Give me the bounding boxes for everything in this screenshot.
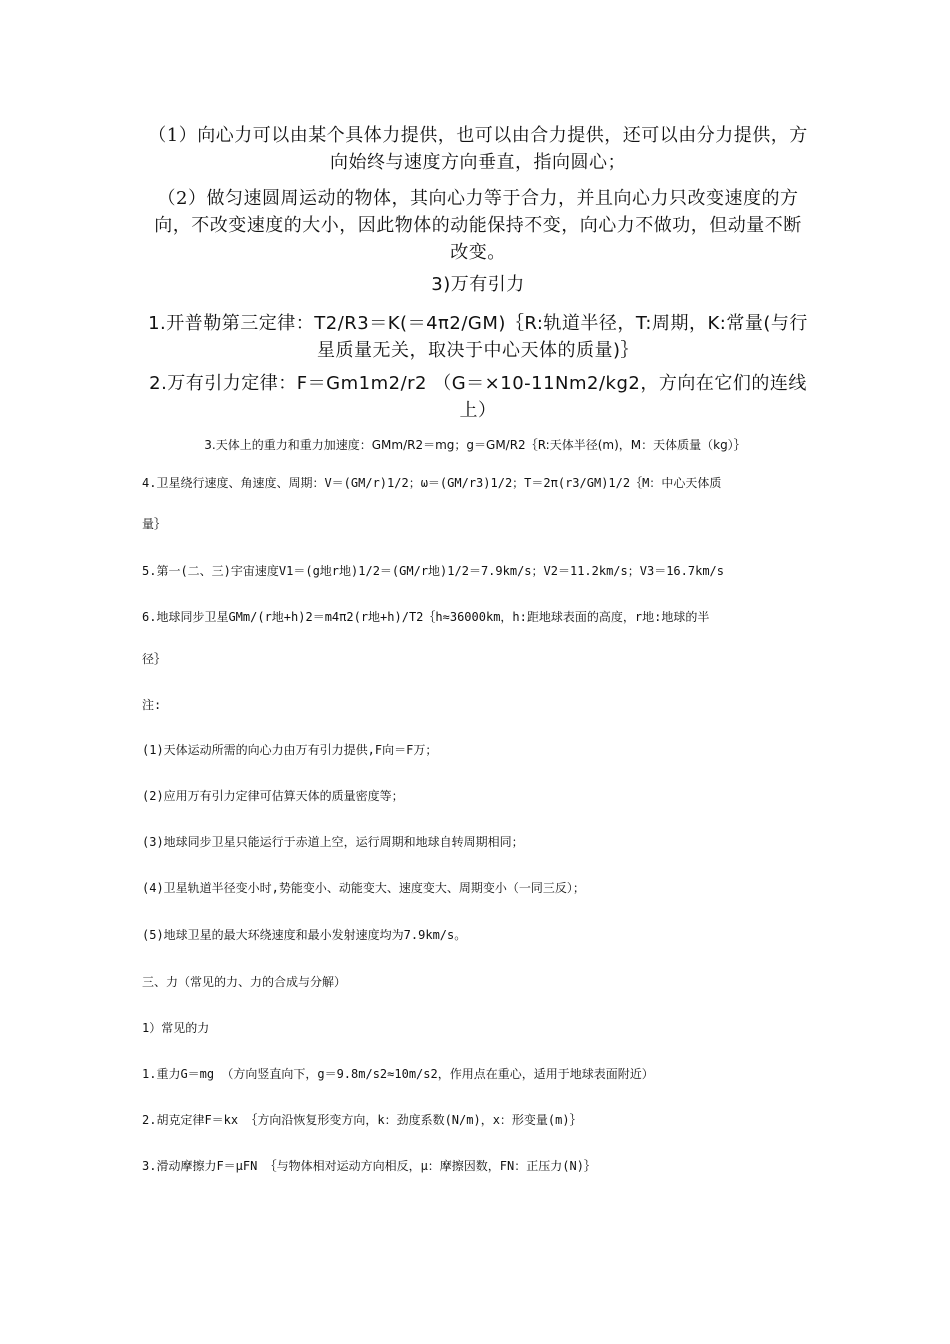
cosmic-velocity: 5.第一(二、三)宇宙速度V1＝(g地r地)1/2＝(GM/r地)1/2＝7.9km/s；V2＝11.2km/s；V3＝16.7km/s <box>142 564 725 578</box>
satellite-orbit-speed-cont: 量｝ <box>142 517 167 531</box>
geosynchronous-satellite: 6.地球同步卫星GMm/(r地+h)2＝m4π2(r地+h)/T2｛h≈36000km，h:距地球表面的高度，r地:地球的半 <box>142 610 710 624</box>
kepler-third-law: 1.开普勒第三定律：T2/R3＝K(＝4π2/GM)｛R:轨道半径，T:周期，K:常量(与行星质量无关，取决于中心天体的质量)｝ <box>148 313 808 361</box>
formula-friction: 3.滑动摩擦力F＝μFN ｛与物体相对运动方向相反，μ：摩擦因数，FN：正压力(N)｝ <box>142 1159 596 1173</box>
note-2: (2)应用万有引力定律可估算天体的质量密度等； <box>142 789 404 803</box>
section-heading-force: 三、力（常见的力、力的合成与分解） <box>142 975 347 989</box>
section-heading-gravitation: 3)万有引力 <box>431 274 525 295</box>
note-5: (5)地球卫星的最大环绕速度和最小发射速度均为7.9km/s。 <box>142 928 467 942</box>
note-3: (3)地球同步卫星只能运行于赤道上空，运行周期和地球自转周期相同； <box>142 835 524 849</box>
satellite-orbit-speed: 4.卫星绕行速度、角速度、周期：V＝(GM/r)1/2；ω＝(GM/r3)1/2；T＝2π(r3/GM)1/2｛M：中心天体质 <box>142 476 722 490</box>
note-1: (1)天体运动所需的向心力由万有引力提供,F向＝F万； <box>142 743 438 757</box>
paragraph-centripetal-source: （1）向心力可以由某个具体力提供，也可以由合力提供，还可以由分力提供，方向始终与速度方向垂直，指向圆心； <box>148 125 808 173</box>
note-4: (4)卫星轨道半径变小时,势能变小、动能变大、速度变大、周期变小（一同三反）； <box>142 881 585 895</box>
paragraph-uniform-circular-motion: （2）做匀速圆周运动的物体，其向心力等于合力，并且向心力只改变速度的方向，不改变速度的大小，因此物体的动能保持不变，向心力不做功，但动量不断改变。 <box>154 188 802 263</box>
geosynchronous-satellite-cont: 径｝ <box>142 652 167 666</box>
formula-gravity: 1.重力G＝mg （方向竖直向下，g＝9.8m/s2≈10m/s2，作用点在重心，适用于地球表面附近） <box>142 1067 654 1081</box>
law-of-gravitation: 2.万有引力定律：F＝Gm1m2/r2 （G＝×10-11Nm2/kg2，方向在它们的连线上） <box>149 373 807 421</box>
subsection-common-forces: 1）常见的力 <box>142 1021 210 1035</box>
formula-hooke: 2.胡克定律F＝kx ｛方向沿恢复形变方向，k：劲度系数(N/m)，x：形变量(m)｝ <box>142 1113 582 1127</box>
surface-gravity: 3.天体上的重力和重力加速度：GMm/R2＝mg；g＝GM/R2｛R:天体半径(m)，M：天体质量（kg）｝ <box>204 438 746 452</box>
notes-heading: 注: <box>142 698 162 712</box>
